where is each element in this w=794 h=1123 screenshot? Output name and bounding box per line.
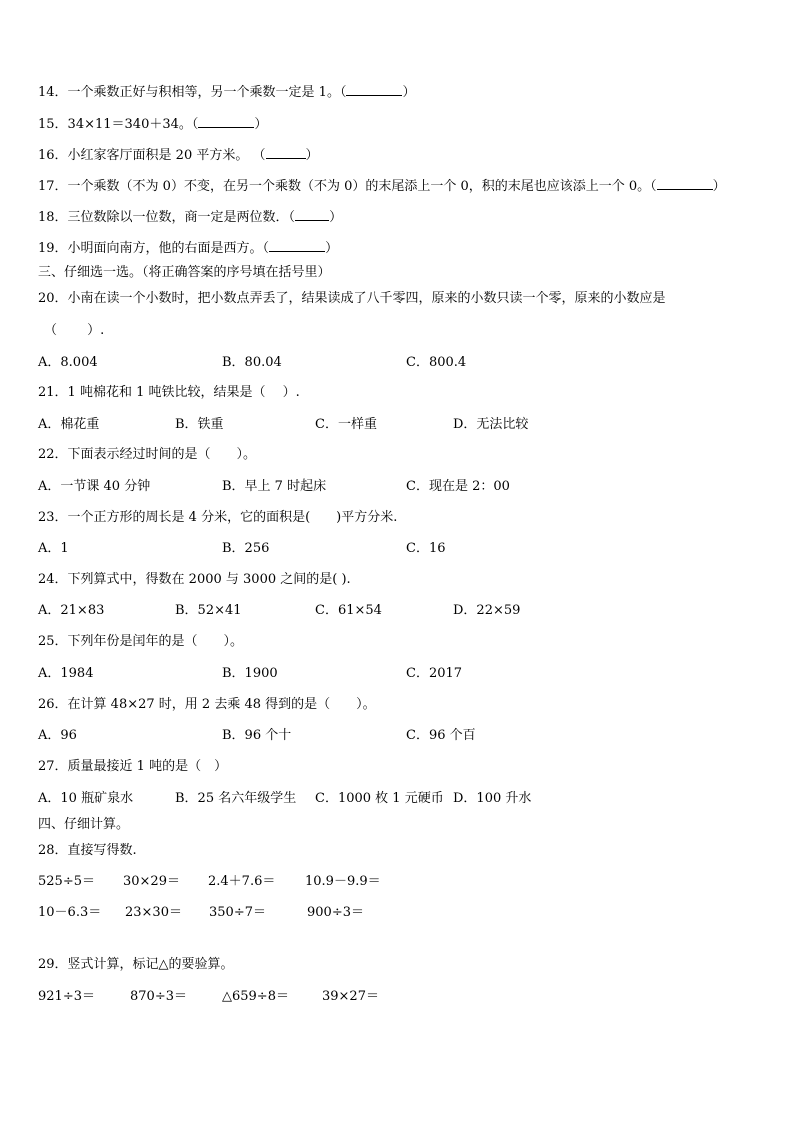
option-a[interactable]: A．1984: [38, 666, 94, 681]
question-number: 20．: [38, 291, 68, 306]
question-16: [38, 146, 319, 164]
question-number: 18．: [38, 210, 68, 225]
option-d[interactable]: D．100 升水: [453, 791, 532, 806]
question-text: 下列年份是闰年的是（ ）。: [67, 634, 244, 649]
answer-blank[interactable]: [266, 146, 306, 159]
question-number: 21．: [38, 385, 68, 400]
question-number: 29．: [38, 957, 68, 972]
question-number: 27．: [38, 759, 68, 774]
calc-item: 921÷3＝: [38, 989, 95, 1004]
calc-item: 30×29＝: [123, 874, 180, 889]
answer-blank[interactable]: [295, 208, 329, 221]
question-number: 26．: [38, 697, 68, 712]
option-c[interactable]: C．2017: [406, 666, 463, 681]
calc-item: △659÷8＝: [222, 989, 289, 1004]
option-b[interactable]: B．96 个十: [222, 728, 292, 743]
calc-item: 39×27＝: [322, 989, 379, 1004]
question-text: 小明面向南方，他的右面是西方。（: [67, 241, 270, 256]
option-a[interactable]: A．棉花重: [38, 417, 100, 432]
bracket-close: ）: [305, 148, 319, 163]
question-number: 25．: [38, 634, 68, 649]
option-b[interactable]: B．早上 7 时起床: [222, 479, 327, 494]
option-b[interactable]: B．80.04: [222, 355, 282, 370]
option-b[interactable]: B．52×41: [175, 603, 242, 618]
question-number: 16．: [38, 148, 68, 163]
question-21: [38, 385, 300, 401]
question-number: 23．: [38, 510, 68, 525]
bracket-close: ）: [325, 241, 339, 256]
bracket-close: ）: [712, 179, 726, 194]
bracket-close: ）: [254, 117, 268, 132]
option-c[interactable]: C．1000 枚 1 元硬币: [315, 791, 444, 806]
question-text: 下面表示经过时间的是（ ）。: [67, 447, 257, 462]
question-26: [38, 697, 376, 713]
question-text: 一个正方形的周长是 4 分米，它的面积是( )平方分米.: [67, 510, 398, 525]
calc-item: 525÷5＝: [38, 874, 95, 889]
calc-item: 23×30＝: [125, 905, 182, 920]
question-22: [38, 447, 256, 463]
calc-item: 10－6.3＝: [38, 905, 102, 920]
question-23: [38, 510, 397, 526]
calc-item: 2.4＋7.6＝: [208, 874, 276, 889]
bracket-close: ）: [329, 210, 343, 225]
question-28: [38, 843, 137, 859]
question-text: 质量最接近 1 吨的是（ ）: [67, 759, 228, 774]
question-20: [38, 291, 666, 307]
option-a[interactable]: A．96: [38, 728, 77, 743]
question-20-continuation: （ ）.: [44, 323, 105, 338]
question-text: 下列算式中，得数在 2000 与 3000 之间的是( ).: [67, 572, 351, 587]
option-b[interactable]: B．铁重: [175, 417, 224, 432]
option-d[interactable]: D．无法比较: [453, 417, 529, 432]
question-text: 小红家客厅面积是 20 平方米。 （: [67, 148, 266, 163]
question-number: 22．: [38, 447, 68, 462]
question-24: [38, 572, 351, 588]
section-heading-3: 三、仔细选一选。（将正确答案的序号填在括号里）: [38, 265, 331, 280]
option-a[interactable]: A．21×83: [38, 603, 105, 618]
calc-item: 350÷7＝: [209, 905, 266, 920]
option-a[interactable]: A．8.004: [38, 355, 98, 370]
question-19: [38, 239, 338, 257]
question-number: 28．: [38, 843, 68, 858]
answer-blank[interactable]: [657, 177, 713, 190]
option-c[interactable]: C．96 个百: [406, 728, 476, 743]
question-number: 14．: [38, 85, 68, 100]
question-text: 一个乘数（不为 0）不变，在另一个乘数（不为 0）的末尾添上一个 0，积的末尾也应该添上一个 0。（: [67, 179, 657, 194]
question-number: 24．: [38, 572, 68, 587]
question-text: 三位数除以一位数，商一定是两位数．（: [67, 210, 296, 225]
section-heading-4: 四、仔细计算。: [38, 817, 130, 832]
question-18: [38, 208, 342, 226]
option-b[interactable]: B．1900: [222, 666, 278, 681]
question-25: [38, 634, 243, 650]
question-text: 在计算 48×27 时，用 2 去乘 48 得到的是（ ）。: [67, 697, 376, 712]
question-text: 一个乘数正好与积相等，另一个乘数一定是 1。（: [67, 85, 347, 100]
option-b[interactable]: B．256: [222, 541, 270, 556]
option-c[interactable]: C．现在是 2：00: [406, 479, 510, 494]
option-c[interactable]: C．61×54: [315, 603, 382, 618]
question-27: [38, 759, 227, 775]
question-text: 竖式计算，标记△的要验算。: [67, 957, 234, 972]
option-c[interactable]: C．一样重: [315, 417, 377, 432]
question-number: 19．: [38, 241, 68, 256]
question-text: 34×11＝340＋34。（: [67, 117, 199, 132]
answer-blank[interactable]: [346, 83, 402, 96]
question-14: [38, 83, 415, 101]
calc-item: 900÷3＝: [307, 905, 364, 920]
option-c[interactable]: C．16: [406, 541, 446, 556]
question-17: [38, 177, 726, 195]
answer-blank[interactable]: [198, 115, 254, 128]
question-29: [38, 957, 234, 973]
calc-item: 10.9－9.9＝: [305, 874, 381, 889]
option-d[interactable]: D．22×59: [453, 603, 521, 618]
bracket-close: ）: [402, 85, 416, 100]
question-15: [38, 115, 267, 133]
option-b[interactable]: B．25 名六年级学生: [175, 791, 297, 806]
question-text: 1 吨棉花和 1 吨铁比较，结果是（ ）.: [67, 385, 300, 400]
option-c[interactable]: C．800.4: [406, 355, 467, 370]
question-number: 17．: [38, 179, 68, 194]
question-text: 小南在读一个小数时，把小数点弄丢了，结果读成了八千零四，原来的小数只读一个零，原来的小数应是: [67, 291, 666, 306]
question-number: 15．: [38, 117, 68, 132]
question-text: 直接写得数.: [67, 843, 137, 858]
calc-item: 870÷3＝: [130, 989, 187, 1004]
option-a[interactable]: A．1: [38, 541, 69, 556]
option-a[interactable]: A．10 瓶矿泉水: [38, 791, 134, 806]
answer-blank[interactable]: [269, 239, 325, 252]
option-a[interactable]: A．一节课 40 分钟: [38, 479, 151, 494]
